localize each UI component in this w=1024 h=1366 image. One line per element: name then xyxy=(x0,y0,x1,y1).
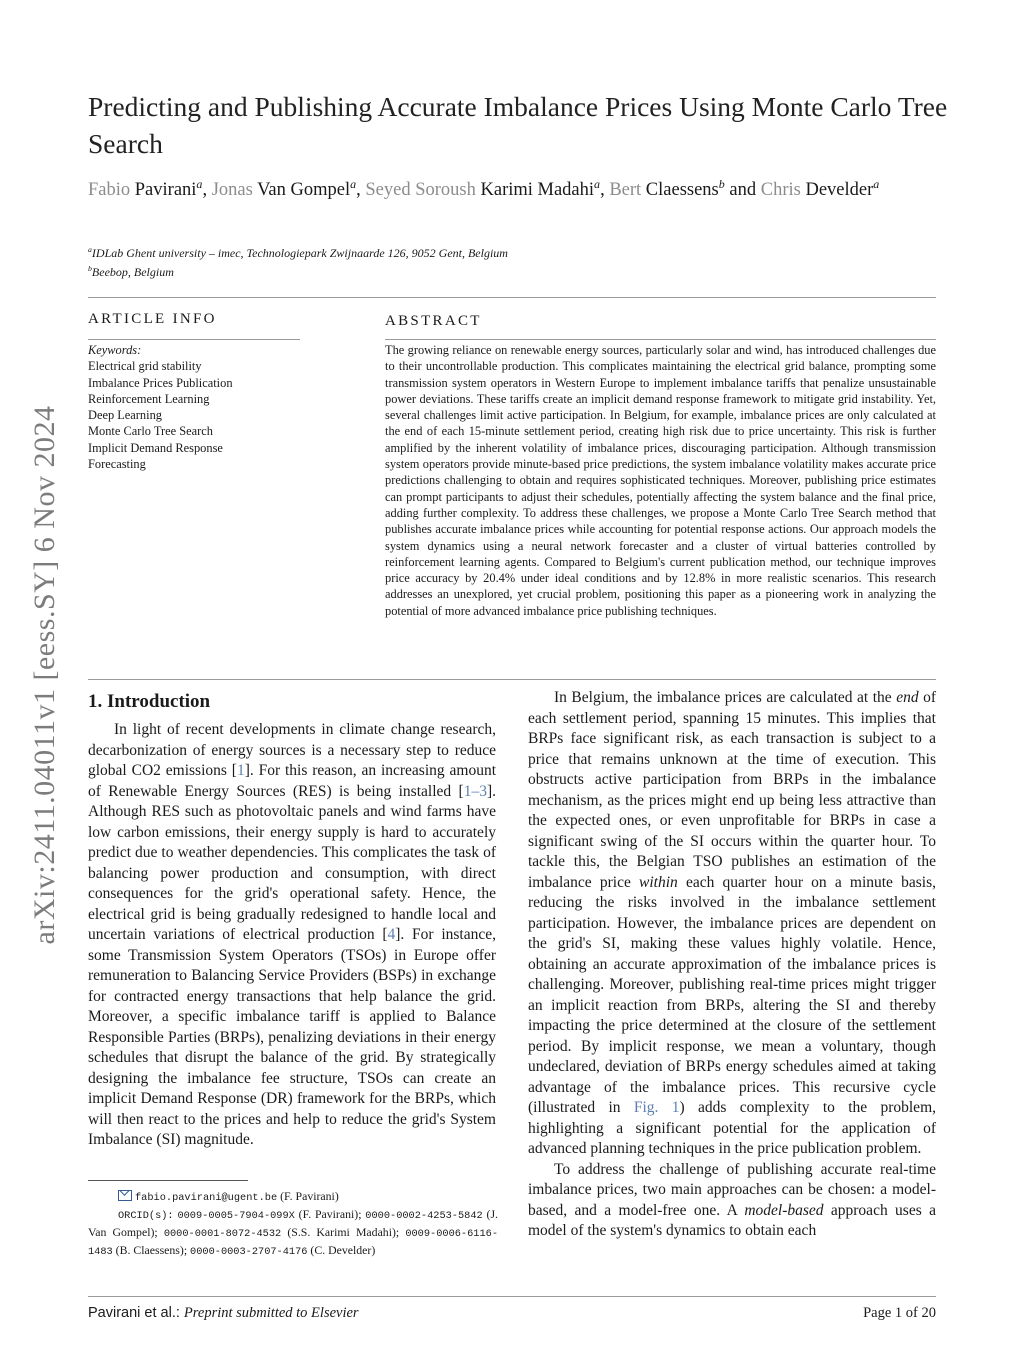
text-run: ]. For this reason, an increasing amount of Renewable Energy Sources (RES) is being installed [ xyxy=(88,762,496,800)
keyword: Monte Carlo Tree Search xyxy=(88,424,213,439)
affiliation xyxy=(88,263,948,282)
text-run: each quarter hour on a minute basis, reducing the risks involved in the imbalance settlement participation. However, the imbalance prices are dependent on the grid's SI, making these values highly volatile. Hence, obtaining an accurate approximation of the imbalance prices is challenging. Moreover, publishing real-time prices might trigger an implicit reaction from BRPs, altering the SI and thereby impacting the price determined at the closure of the settlement period. By implicit response, we mean a voluntary, though undeclared, deviation of BRPs energy schedules aimed at taking advantage of the imbalance prices. This recursive cycle (illustrated in xyxy=(528,873,936,1116)
footer-journal: Preprint submitted to Elsevier xyxy=(183,1305,359,1321)
orcid-id[interactable]: 0009-0006-6116-1483 xyxy=(88,1228,498,1258)
author xyxy=(88,176,203,200)
keyword: Electrical grid stability xyxy=(88,359,202,374)
affiliation-text: Beebop, Belgium xyxy=(91,265,174,279)
author-separator: , xyxy=(202,180,212,200)
intro-paragraph-3 xyxy=(528,1160,936,1242)
author-separator: and xyxy=(724,180,761,200)
email-owner: (F. Pavirani) xyxy=(280,1189,339,1203)
text-run: In Belgium, the imbalance prices are calculated at the xyxy=(554,689,897,706)
keyword: Implicit Demand Response xyxy=(88,440,223,455)
intro-paragraph-1 xyxy=(88,720,496,1151)
article-info-rule xyxy=(88,339,300,340)
author-separator: , xyxy=(600,180,610,200)
affiliations xyxy=(88,244,948,282)
footnote-rule xyxy=(88,1180,248,1181)
author-first-name: Bert xyxy=(609,180,642,200)
arxiv-identifier: arXiv:2411.04011v1 [eess.SY] 6 Nov 2024 xyxy=(28,405,61,945)
affiliation-text: IDLab Ghent university – imec, Technologiepark Zwijnaarde 126, 9052 Gent, Belgium xyxy=(91,246,508,260)
citation-link[interactable]: 1–3 xyxy=(463,782,487,800)
keyword: Forecasting xyxy=(88,457,146,472)
abstract-heading: ABSTRACT xyxy=(385,313,482,329)
citation-link[interactable]: 4 xyxy=(387,926,396,943)
orcid-id[interactable]: 0000-0003-2707-4176 xyxy=(190,1246,308,1258)
author-last-name: Van Gompel xyxy=(257,180,351,200)
text-run: ]. For instance, some Transmission System Operators (TSOs) in Europe offer remuneration to Balancing Service Providers (BSPs) in exchange for contracted energy transactions that help balance the grid. Moreover, a specific imbalance tariff is applied to Balance Responsible Parties (BRPs), penalizing deviations in their energy schedules that disrupt the balance of the grid. By strategically designing the imbalance fee structure, TSOs can create an implicit Demand Response (DR) framework for the BRPs, which will then react to the prices and help to reduce the grid's System Imbalance (SI) magnitude. xyxy=(88,926,496,1148)
author-separator: , xyxy=(356,180,366,200)
orcid-id[interactable]: 0000-0002-4253-5842 xyxy=(365,1210,483,1222)
keywords-label: Keywords xyxy=(88,343,138,357)
author-affiliation-mark: a xyxy=(873,176,880,191)
page-number: Page 1 of 20 xyxy=(863,1305,936,1321)
author-first-name: Seyed Soroush xyxy=(365,180,476,200)
orcid-owner: (J. Van Gompel); xyxy=(88,1207,498,1239)
author-list xyxy=(88,177,948,203)
author-last-name: Develder xyxy=(805,180,874,200)
affiliation-mark: b xyxy=(88,264,92,273)
text-run: of each settlement period, spanning 15 minutes. This implies that BRPs face significant risk, as each transaction is subject to a price that remains unknown at the time of execution. This obstructs active participation from BRPs in the imbalance mechanism, as the prices might end up being less attractive than the expected ones, or even unprofitable for BRPs in case a significant swing of the SI occurs within the quarter hour. To tackle this, the Belgian TSO publishes an estimation of the imbalance price xyxy=(528,689,936,891)
footnote xyxy=(88,1188,498,1260)
author-last-name: Claessens xyxy=(645,180,719,200)
emphasis: end xyxy=(896,689,919,706)
citation-link[interactable]: Fig. 1 xyxy=(633,1099,680,1116)
text-run: approach uses a model of the system's dynamics to obtain each xyxy=(528,1201,936,1239)
keyword: Deep Learning xyxy=(88,408,162,423)
page-footer xyxy=(88,1305,936,1322)
paper-title: Predicting and Publishing Accurate Imbalance Prices Using Monte Carlo Tree Search xyxy=(88,91,948,159)
author-affiliation-mark: b xyxy=(718,176,725,191)
right-column xyxy=(528,688,936,1242)
author xyxy=(211,176,357,200)
author-email[interactable]: fabio.pavirani@ugent.be xyxy=(135,1192,278,1204)
author-affiliation-mark: a xyxy=(196,176,203,191)
footer-author: Pavirani et al. xyxy=(88,1305,176,1321)
author-first-name: Chris xyxy=(760,180,801,200)
orcid-owner: (C. Develder) xyxy=(307,1243,376,1257)
left-column xyxy=(88,690,496,1151)
keyword: Reinforcement Learning xyxy=(88,391,210,406)
intro-paragraph-2 xyxy=(528,688,936,1160)
text-run: In light of recent developments in climate change research, decarbonization of energy sources is a necessary step to reduce global CO2 emissions [ xyxy=(88,721,496,779)
orcid-id[interactable]: 0009-0005-7904-099X xyxy=(177,1210,295,1222)
orcid-label: ORCID(s): xyxy=(118,1210,174,1222)
abstract-rule xyxy=(385,339,936,340)
article-info-heading: ARTICLE INFO xyxy=(88,311,217,327)
intro-heading: 1. Introduction xyxy=(88,691,211,712)
arxiv-stamp xyxy=(15,365,75,985)
emphasis: within xyxy=(639,873,678,891)
keywords-list xyxy=(88,358,300,472)
keywords-block: Keywords: Electrical grid stability Imbalance Prices Publication Reinforcement Learning Deep Learning Monte Carlo Tree Search Implicit Demand Response Forecasting xyxy=(88,342,300,472)
author xyxy=(609,176,725,200)
footer-separator: : xyxy=(175,1305,184,1321)
author xyxy=(760,176,880,200)
affiliation xyxy=(88,244,948,263)
affiliation-mark: a xyxy=(88,245,92,254)
abstract-divider xyxy=(88,679,936,680)
abstract-text: The growing reliance on renewable energy sources, particularly solar and wind, has introduced challenges due to their uncontrollable production. This complicates maintaining the electrical grid balance, prompting some transmission system operators in Western Europe to implement imbalance tariffs that penalize unsustainable power deviations. These tariffs create an implicit demand response framework to mitigate grid instability. Yet, several challenges limit active participation. In Belgium, for example, imbalance prices are only calculated at the end of each 15-minute settlement period, creating high risk due to price uncertainty. This risk is further amplified by the inherent volatility of imbalance prices, discouraging participation. Although transmission system operators provide minute-based price predictions, the system imbalance volatility makes accurate price predictions challenging to obtain and requires sophisticated techniques. Moreover, publishing price estimates can prompt participants to adjust their schedules, potentially affecting the system balance and the final price, adding further complexity. To address these challenges, we propose a Monte Carlo Tree Search method that publishes accurate imbalance prices while accounting for potential response actions. Our approach models the system dynamics using a neural network forecaster and a cluster of virtual batteries controlled by reinforcement learning agents. Compared to Belgium's current publication method, our technique improves price accuracy by 20.4% under ideal conditions and by 12.8% in more realistic scenarios. This research addresses an unexplored, yet crucial problem, positioning this paper as a pioneering work in analyzing the potential of more advanced imbalance price publishing techniques. xyxy=(385,343,936,618)
email-icon xyxy=(118,1190,132,1201)
citation-link[interactable]: 1 xyxy=(236,762,245,779)
orcid-owner: (S.S. Karimi Madahi); xyxy=(281,1225,406,1239)
orcid-owner: (B. Claessens); xyxy=(112,1243,191,1257)
text-run: To address the challenge of publishing accurate real-time imbalance prices, two main approaches can be chosen: a model-based, and a model-free one. A xyxy=(528,1160,936,1219)
author-first-name: Fabio xyxy=(88,180,131,200)
footer-rule xyxy=(88,1296,936,1297)
emphasis: model-based xyxy=(744,1201,824,1219)
text-run: ]. Although RES such as photovoltaic panels and wind farms have low carbon emissions, their energy supply is hard to accurately predict due to weather dependencies. This complicates the task of balancing power production and consumption, with direct consequences for the grid's operational safety. Hence, the electrical grid is being gradually redesigned to handle local and uncertain variations of electrical production [ xyxy=(88,782,496,943)
orcid-id[interactable]: 0000-0001-8072-4532 xyxy=(163,1228,282,1240)
author-affiliation-mark: a xyxy=(350,176,357,191)
author-last-name: Pavirani xyxy=(134,180,197,200)
header-divider xyxy=(88,297,936,298)
keyword: Imbalance Prices Publication xyxy=(88,375,233,390)
author-first-name: Jonas xyxy=(211,180,253,200)
text-run: ) adds complexity to the problem, highlighting a significant potential for the application of advanced planning techniques in the price publication problem. xyxy=(528,1099,936,1157)
author xyxy=(365,176,601,200)
author-last-name: Karimi Madahi xyxy=(480,180,595,200)
author-affiliation-mark: a xyxy=(594,176,601,191)
orcid-owner: (F. Pavirani); xyxy=(294,1207,366,1221)
